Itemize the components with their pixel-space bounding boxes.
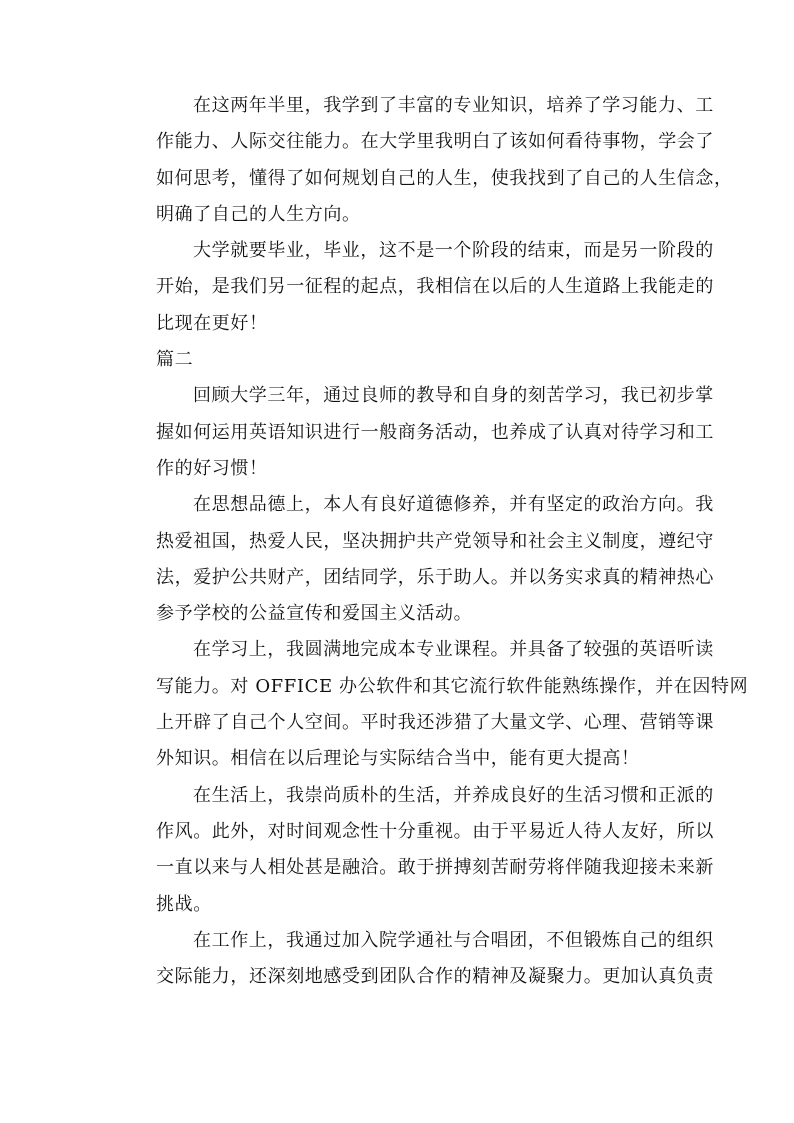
text-line: 比现在更好！ — [156, 312, 268, 334]
text-line: 在思想品德上，本人有良好道德修养，并有坚定的政治方向。我 — [193, 494, 714, 516]
document-body — [119, 88, 749, 995]
text-line: 一直以来与人相处甚是融洽。敢于拼搏刻苦耐劳将伴随我迎接未来新 — [156, 857, 714, 879]
text-line: 参予学校的公益宣传和爱国主义活动。 — [156, 603, 473, 625]
text-line: 法，爱护公共财产，团结同学，乐于助人。并以务实求真的精神热心 — [156, 566, 714, 588]
text-line: 在工作上，我通过加入院学通社与合唱团，不但锻炼自己的组织 — [193, 929, 714, 951]
text-line: 外知识。相信在以后理论与实际结合当中，能有更大提高！ — [156, 748, 640, 770]
paragraph-summary — [119, 88, 733, 233]
text-line: 挑战。 — [156, 893, 212, 915]
paragraph-review — [119, 378, 714, 487]
text-line: 写能力。对 OFFICE 办公软件和其它流行软件能熟练操作，并在因特网 — [156, 675, 749, 697]
text-line: 在生活上，我崇尚质朴的生活，并养成良好的生活习惯和正派的 — [193, 784, 714, 806]
text-line: 握如何运用英语知识进行一般商务活动，也养成了认真对待学习和工 — [156, 421, 714, 443]
text-line: 上开辟了自己个人空间。平时我还涉猎了大量文学、心理、营销等课 — [156, 712, 714, 734]
text-line: 作能力、人际交往能力。在大学里我明白了该如何看待事物，学会了 — [156, 131, 714, 153]
text-line: 开始，是我们另一征程的起点，我相信在以后的人生道路上我能走的 — [156, 276, 714, 298]
text-line: 在学习上，我圆满地完成本专业课程。并具备了较强的英语听读 — [193, 639, 714, 661]
paragraph-morality — [119, 487, 714, 632]
text-line: 如何思考，懂得了如何规划自己的人生，使我找到了自己的人生信念， — [156, 167, 733, 189]
text-line: 交际能力，还深刻地感受到团队合作的精神及凝聚力。更加认真负责 — [156, 966, 714, 988]
paragraph-work — [119, 923, 714, 996]
text-line: 在这两年半里，我学到了丰富的专业知识，培养了学习能力、工 — [193, 95, 714, 116]
text-line: 回顾大学三年，通过良师的教导和自身的刻苦学习，我已初步掌 — [193, 385, 714, 407]
text-line: 明确了自己的人生方向。 — [156, 203, 361, 225]
text-line: 作风。此外，对时间观念性十分重视。由于平易近人待人友好，所以 — [156, 820, 714, 842]
text-line: 作的好习惯！ — [156, 457, 268, 479]
paragraph-life — [119, 778, 714, 923]
paragraph-study — [119, 632, 749, 777]
paragraph-graduation — [119, 233, 714, 342]
text-line: 大学就要毕业，毕业，这不是一个阶段的结束，而是另一阶段的 — [193, 240, 714, 262]
text-line: 热爱祖国，热爱人民，坚决拥护共产党领导和社会主义制度，遵纪守 — [156, 530, 714, 552]
section-heading: 篇二 — [156, 349, 194, 371]
